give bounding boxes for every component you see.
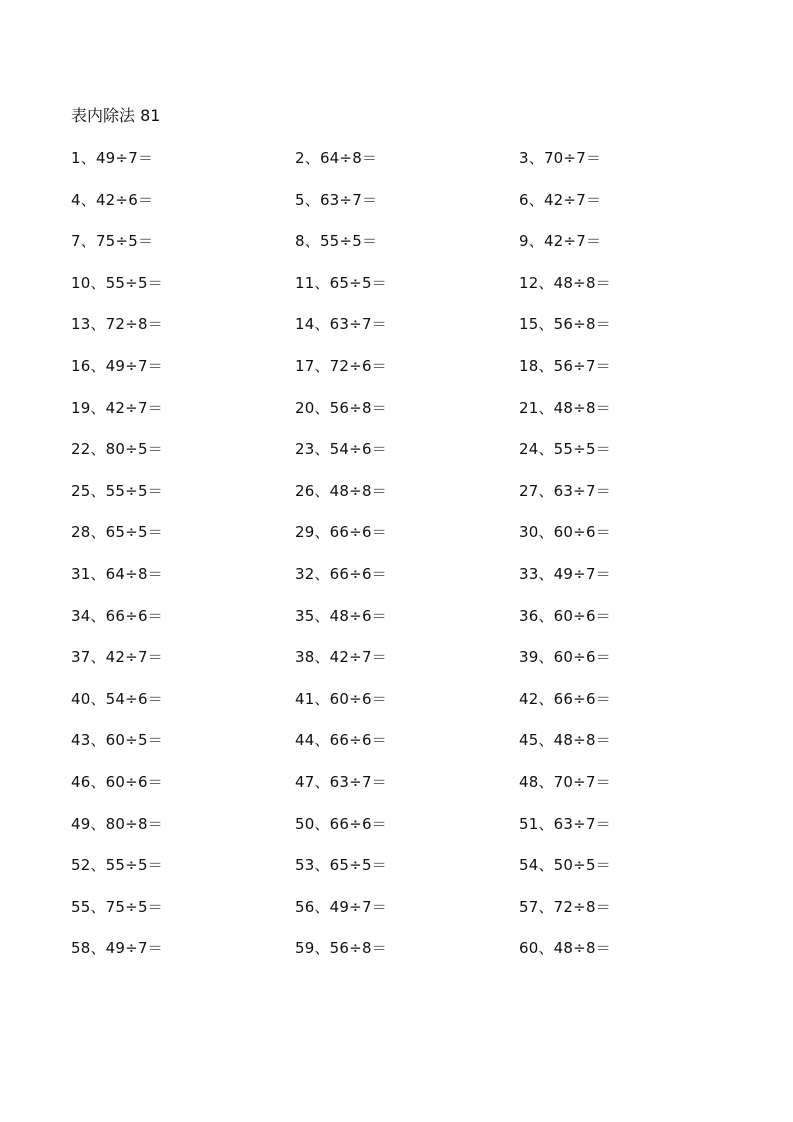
division-problem: 40、54÷6＝ — [71, 689, 163, 708]
division-problem: 59、56÷8＝ — [295, 939, 387, 958]
division-problem: 3、70÷7＝ — [519, 149, 602, 167]
division-problem: 12、48÷8＝ — [519, 273, 611, 292]
division-problem: 4、42÷6＝ — [71, 190, 154, 209]
division-problem: 47、63÷7＝ — [295, 772, 387, 791]
division-problem: 55、75÷5＝ — [71, 897, 163, 916]
division-problem: 7、75÷5＝ — [71, 232, 154, 251]
division-problem: 45、48÷8＝ — [519, 731, 611, 750]
division-problem: 16、49÷7＝ — [71, 356, 163, 375]
division-problem: 39、60÷6＝ — [519, 648, 611, 667]
division-problem: 28、65÷5＝ — [71, 523, 163, 542]
division-problem: 32、66÷6＝ — [295, 564, 387, 583]
division-problem: 37、42÷7＝ — [71, 648, 163, 667]
division-problem: 53、65÷5＝ — [295, 856, 387, 875]
division-problem: 30、60÷6＝ — [519, 523, 611, 542]
division-problem: 13、72÷8＝ — [71, 315, 163, 334]
division-problem: 19、42÷7＝ — [71, 398, 163, 417]
division-problem: 48、70÷7＝ — [519, 772, 611, 791]
division-problem: 15、56÷8＝ — [519, 315, 611, 334]
division-problem: 41、60÷6＝ — [295, 689, 387, 708]
division-problem: 14、63÷7＝ — [295, 315, 387, 334]
division-problem: 6、42÷7＝ — [519, 190, 602, 209]
division-problem: 42、66÷6＝ — [519, 689, 611, 708]
division-problem: 17、72÷6＝ — [295, 356, 387, 375]
division-problem: 44、66÷6＝ — [295, 731, 387, 750]
division-problem: 9、42÷7＝ — [519, 232, 602, 251]
division-problem: 26、48÷8＝ — [295, 481, 387, 500]
division-problem: 50、66÷6＝ — [295, 814, 387, 833]
division-problem: 38、42÷7＝ — [295, 648, 387, 667]
division-problem: 10、55÷5＝ — [71, 273, 163, 292]
division-problem: 24、55÷5＝ — [519, 440, 611, 459]
division-problem: 31、64÷8＝ — [71, 564, 163, 583]
division-problem: 2、64÷8＝ — [295, 149, 378, 167]
division-problem: 34、66÷6＝ — [71, 606, 163, 625]
division-problem: 49、80÷8＝ — [71, 814, 163, 833]
worksheet-title: 表内除法 81 — [71, 106, 161, 125]
division-problem: 33、49÷7＝ — [519, 564, 611, 583]
division-problem: 58、49÷7＝ — [71, 939, 163, 958]
division-problem: 36、60÷6＝ — [519, 606, 611, 625]
division-problem: 57、72÷8＝ — [519, 897, 611, 916]
division-problem: 21、48÷8＝ — [519, 398, 611, 417]
division-problem: 27、63÷7＝ — [519, 481, 611, 500]
division-problem: 54、50÷5＝ — [519, 856, 611, 875]
division-problem: 22、80÷5＝ — [71, 440, 163, 459]
division-problem: 46、60÷6＝ — [71, 772, 163, 791]
division-problem: 18、56÷7＝ — [519, 356, 611, 375]
division-problem: 35、48÷6＝ — [295, 606, 387, 625]
division-problem: 29、66÷6＝ — [295, 523, 387, 542]
division-problem: 20、56÷8＝ — [295, 398, 387, 417]
division-problem: 5、63÷7＝ — [295, 190, 378, 209]
division-problem: 51、63÷7＝ — [519, 814, 611, 833]
problem-grid — [71, 147, 731, 979]
division-problem: 11、65÷5＝ — [295, 273, 387, 292]
division-problem: 25、55÷5＝ — [71, 481, 163, 500]
division-problem: 8、55÷5＝ — [295, 232, 378, 251]
division-problem: 56、49÷7＝ — [295, 897, 387, 916]
division-problem: 60、48÷8＝ — [519, 939, 611, 958]
division-problem: 43、60÷5＝ — [71, 731, 163, 750]
division-problem: 1、49÷7＝ — [71, 149, 154, 167]
division-problem: 52、55÷5＝ — [71, 856, 163, 875]
division-problem: 23、54÷6＝ — [295, 440, 387, 459]
